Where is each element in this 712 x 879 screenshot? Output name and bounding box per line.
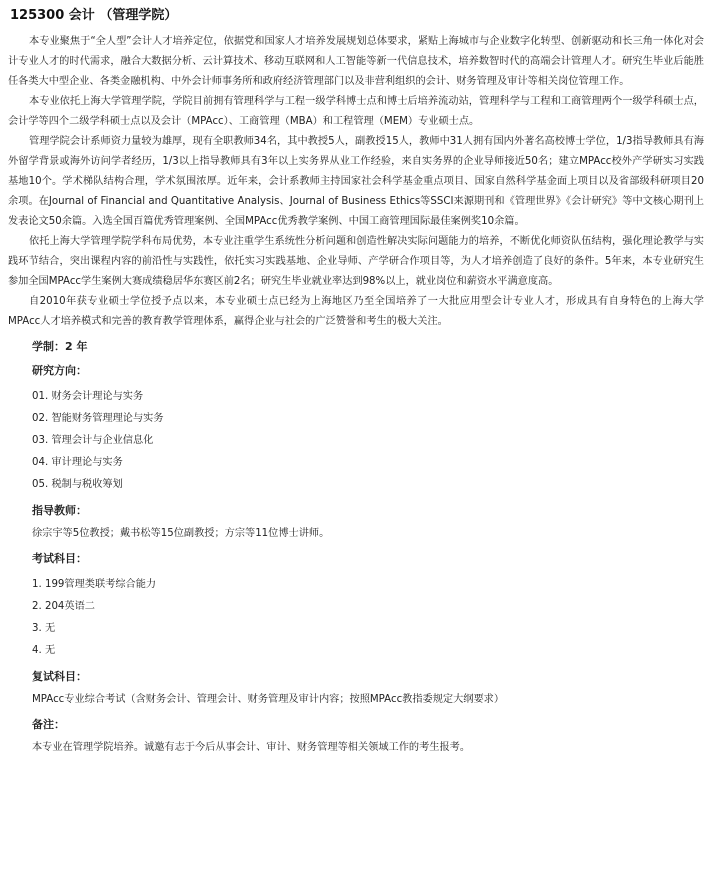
- list-item: 01. 财务会计理论与实务: [32, 391, 144, 402]
- list-item: 05. 税制与税收筹划: [32, 479, 123, 490]
- intro-paragraph-training: 依托上海大学管理学院学科布局优势，本专业注重学生系统性分析问题和创造性解决实际问题能力的培养，不断优化师资队伍结构，强化理论教学与实践环节结合，突出课程内容的前沿性与实践性，依托实习实践基地、企业导师、产学研合作项目等，为人才培养创造了良好的条件。5年来，本专业研究生参加全国MPAcc学生案例大赛成绩稳居华东赛区前2名；研究生毕业就业率达到98%以上，就业岗位和薪资水平满意度高。: [8, 236, 704, 287]
- intro-paragraph-positioning: 本专业聚焦于“全人型”会计人才培养定位，依据党和国家人才培养发展规划总体要求，紧贴上海城市与企业数字化转型、创新驱动和长三角一体化对会计专业人才的时代需求，融合大数据分析、云计算技术、移动互联网和人工智能等新一代信息技术，培养数智时代的高端会计管理人才。研究生毕业后能胜任各类大中型企业、各类金融机构、中外会计师事务所和政府经济管理部门以及非营利组织的会计、财务管理及审计等相关岗位管理工作。: [8, 36, 704, 87]
- notes-text: 本专业在管理学院培养。诚邀有志于今后从事会计、审计、财务管理等相关领域工作的考生报考。: [32, 742, 471, 753]
- retest-label: 复试科目：: [32, 670, 87, 683]
- notes-label: 备注：: [32, 718, 65, 731]
- intro-paragraph-history: 自2010年获专业硕士学位授予点以来，本专业硕士点已经为上海地区乃至全国培养了一大批应用型会计专业人才，形成具有自身特色的上海大学MPAcc人才培养模式和完善的教育教学管理体系，赢得企业与社会的广泛赞誉和考生的极大关注。: [8, 296, 704, 327]
- duration-section: [32, 338, 704, 356]
- advisors-text: 徐宗宇等5位教授；戴书松等15位副教授；方宗等11位博士讲师。: [32, 528, 330, 539]
- exam-label: 考试科目：: [32, 552, 87, 565]
- list-item: 2. 204英语二: [32, 601, 95, 612]
- list-item: 4. 无: [32, 645, 56, 656]
- advisors-label: 指导教师：: [32, 504, 87, 517]
- duration-label: 学制：: [32, 340, 65, 353]
- retest-text: MPAcc专业综合考试（含财务会计、管理会计、财务管理及审计内容；按照MPAcc教指委规定大纲要求）: [32, 694, 505, 705]
- list-item: 03. 管理会计与企业信息化: [32, 435, 154, 446]
- list-item: 04. 审计理论与实务: [32, 457, 123, 468]
- research-label: 研究方向：: [32, 364, 87, 377]
- intro-paragraph-school: 本专业依托上海大学管理学院，学院目前拥有管理科学与工程一级学科博士点和博士后培养流动站，管理科学与工程和工商管理两个一级学科硕士点，会计学等四个二级学科硕士点以及会计（MPAcc）、工商管理（MBA）和工程管理（MEM）专业硕士点。: [8, 96, 704, 127]
- intro-paragraph-faculty: 管理学院会计系师资力量较为雄厚，现有全职教师34名，其中教授5人，副教授15人，教师中31人拥有国内外著名高校博士学位，1/3指导教师具有海外留学背景或海外访问学者经历，1/3以上指导教师具有3年以上实务界从业工作经验，来自实务界的企业导师接近50名；建立MPAcc校外产学研实习实践基地10个。学术梯队结构合理，学术氛围浓厚。近年来，会计系教师主持国家社会科学基金重点项目、国家自然科学基金面上项目以及省部级科研项目20余项。在Journal of Financial and Quantitative Analysis、Journal of Business Ethics等SSCI来源期刊和《管理世界》《会计研究》等中文核心期刊上发表论文50余篇。入选全国百篇优秀管理案例、全国MPAcc优秀教学案例、中国工商管理国际最佳案例奖10余篇。: [8, 136, 704, 227]
- list-item: 02. 智能财务管理理论与实务: [32, 413, 164, 424]
- list-item: 3. 无: [32, 623, 56, 634]
- page-title: 125300 会计 （管理学院）: [10, 8, 178, 23]
- exam-list: [32, 574, 704, 662]
- research-list: [32, 386, 704, 496]
- list-item: 1. 199管理类联考综合能力: [32, 579, 157, 590]
- duration-value: 2 年: [65, 340, 88, 353]
